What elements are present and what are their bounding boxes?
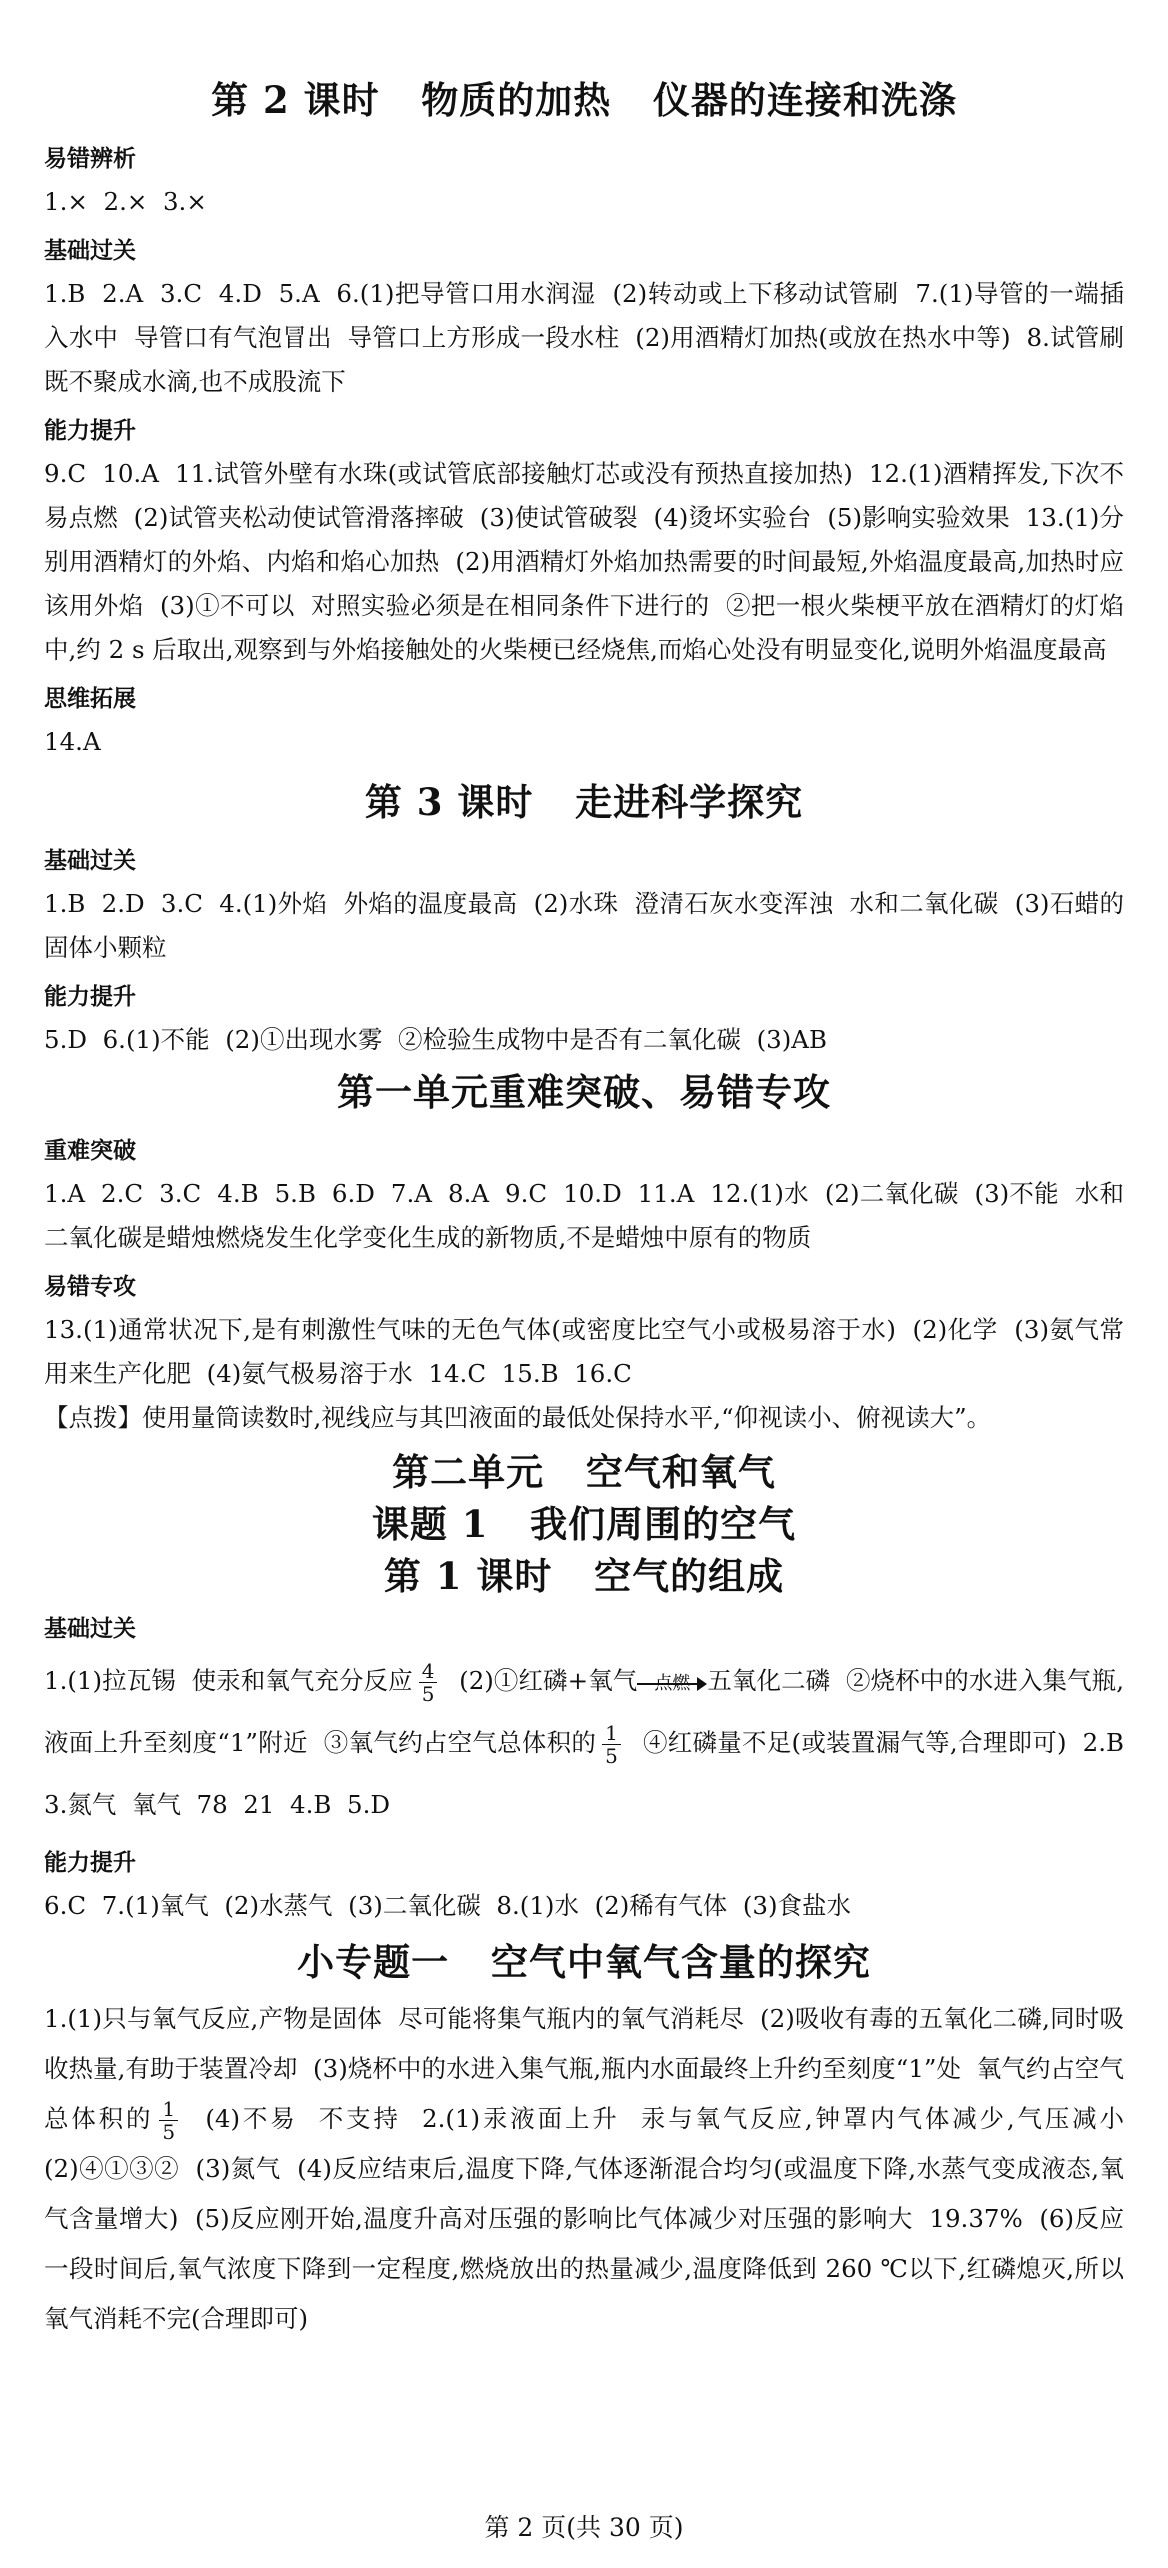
fraction: $\frac{4}{5}$: [419, 1660, 438, 1705]
section-title-unit1-review: 第一单元重难突破、易错专攻: [337, 1070, 831, 1114]
answer-text: 五氧化二磷 ②烧杯中的水进入集气瓶,液面上升至刻度“1”附近 ③氧气约占空气总体积的: [44, 1666, 1124, 1757]
heading-yicuo-zhuangong: 易错专攻: [44, 1274, 136, 1300]
answers-jichu-2: 1.B 2.D 3.C 4.(1)外焰 外焰的温度最高 (2)水珠 澄清石灰水变浑浊 水和二氧化碳 (3)石蜡的固体小颗粒: [44, 889, 1124, 962]
heading-jichu-3: 基础过关: [44, 1616, 136, 1642]
fraction: $\frac{1}{5}$: [159, 2098, 178, 2143]
heading-nengli-1: 能力提升: [44, 418, 136, 444]
answer-text: ④红磷量不足(或装置漏气等,合理即可) 2.B 3.氮气 氧气 78 21 4.B 5.D: [44, 1728, 1140, 1819]
fraction: $\frac{1}{5}$: [602, 1722, 621, 1767]
heading-zhongnan: 重难突破: [44, 1138, 136, 1164]
answers-topic1: [44, 1994, 1140, 2344]
answers-zhongnan: 1.A 2.C 3.C 4.B 5.B 6.D 7.A 8.A 9.C 10.D 11.A 12.(1)水 (2)二氧化碳 (3)不能 水和二氧化碳是蜡烛燃烧发生化学变化生成的新物质,不是蜡烛中原有的物质: [44, 1179, 1124, 1252]
heading-siwei: 思维拓展: [44, 686, 136, 712]
page-number: 第 2 页(共 30 页): [484, 2513, 684, 2542]
answers-yicuo-bianxi: 1.× 2.× 3.×: [44, 187, 207, 216]
section-title-lesson2: 第 2 课时 物质的加热 仪器的连接和洗涤: [211, 78, 957, 122]
lesson1-title: 课题 1 我们周围的空气: [371, 1502, 797, 1546]
answers-nengli-1: 9.C 10.A 11.试管外壁有水珠(或试管底部接触灯芯或没有预热直接加热) 12.(1)酒精挥发,下次不易点燃 (2)试管夹松动使试管滑落摔破 (3)使试管破裂 (4)烫坏实验台 (5)影响实验效果 13.(1)分别用酒精灯的外焰、内焰和焰心加热 (2)用酒精灯外焰加热需要的时间最短,外焰温度最高,加热时应该用外焰 (3)①不可以 对照实验必须是在相同条件下进行的 ②把一根火柴梗平放在酒精灯的灯焰中,约 2 s 后取出,观察到与外焰接触处的火柴梗已经烧焦,而焰心处没有明显变化,说明外焰温度最高: [44, 459, 1124, 664]
answers-jichu-3: [44, 1650, 1140, 1836]
answer-text: 1.(1)只与氧气反应,产物是固体 尽可能将集气瓶内的氧气消耗尽 (2)吸收有毒的五氧化二磷,同时吸收热量,有助于装置冷却 (3)烧杯中的水进入集气瓶,瓶内水面最终上升约至刻度“1”处 氧气约占空气总体积的: [44, 2004, 1124, 2133]
heading-yicuo-bianxi: 易错辨析: [44, 146, 136, 172]
answers-nengli-2: 5.D 6.(1)不能 (2)①出现水雾 ②检验生成物中是否有二氧化碳 (3)AB: [44, 1025, 828, 1054]
answer-text: (2)①红磷+氧气: [443, 1666, 638, 1695]
answers-jichu-1: 1.B 2.A 3.C 4.D 5.A 6.(1)把导管口用水润湿 (2)转动或上下移动试管刷 7.(1)导管的一端插入水中 导管口有气泡冒出 导管口上方形成一段水柱 (2)用酒精灯加热(或放在热水中等) 8.试管刷 既不聚成水滴,也不成股流下: [44, 279, 1140, 396]
heading-nengli-2: 能力提升: [44, 984, 136, 1010]
answer-text: 1.(1)拉瓦锡 使汞和氧气充分反应: [44, 1666, 413, 1695]
unit2-title: 第二单元 空气和氧气: [392, 1450, 776, 1494]
answers-siwei: 14.A: [44, 727, 101, 756]
heading-nengli-3: 能力提升: [44, 1850, 136, 1876]
heading-jichu-2: 基础过关: [44, 848, 136, 874]
reaction-arrow: 点燃: [637, 1673, 707, 1693]
dianbo-note: 【点拨】使用量筒读数时,视线应与其凹液面的最低处保持水平,“仰视读小、俯视读大”。: [44, 1403, 992, 1432]
answer-text: (4)不易 不支持 2.(1)汞液面上升 汞与氧气反应,钟罩内气体减少,气压减小 (2)④①③② (3)氮气 (4)反应结束后,温度下降,气体逐渐混合均匀(或温度下降,水蒸气变成液态,氧气含量增大) (5)反应刚开始,温度升高对压强的影响比气体减少对压强的影响大 19.37% (6)反应一段时间后,氧气浓度下降到一定程度,燃烧放出的热量减少,温度降低到 260 ℃以下,红磷熄灭,所以氧气消耗不完(合理即可): [44, 2104, 1140, 2333]
period1-title: 第 1 课时 空气的组成: [383, 1554, 785, 1598]
answers-nengli-3: 6.C 7.(1)氧气 (2)水蒸气 (3)二氧化碳 8.(1)水 (2)稀有气体 (3)食盐水: [44, 1891, 852, 1920]
heading-jichu-1: 基础过关: [44, 238, 136, 264]
answer-page: [44, 70, 1140, 2344]
answers-yicuo-zhuangong: 13.(1)通常状况下,是有刺激性气味的无色气体(或密度比空气小或极易溶于水) (2)化学 (3)氨气常用来生产化肥 (4)氨气极易溶于水 14.C 15.B 16.C: [44, 1315, 1124, 1388]
section-title-lesson3: 第 3 课时 走进科学探究: [364, 780, 804, 824]
topic1-title: 小专题一 空气中氧气含量的探究: [297, 1940, 871, 1984]
